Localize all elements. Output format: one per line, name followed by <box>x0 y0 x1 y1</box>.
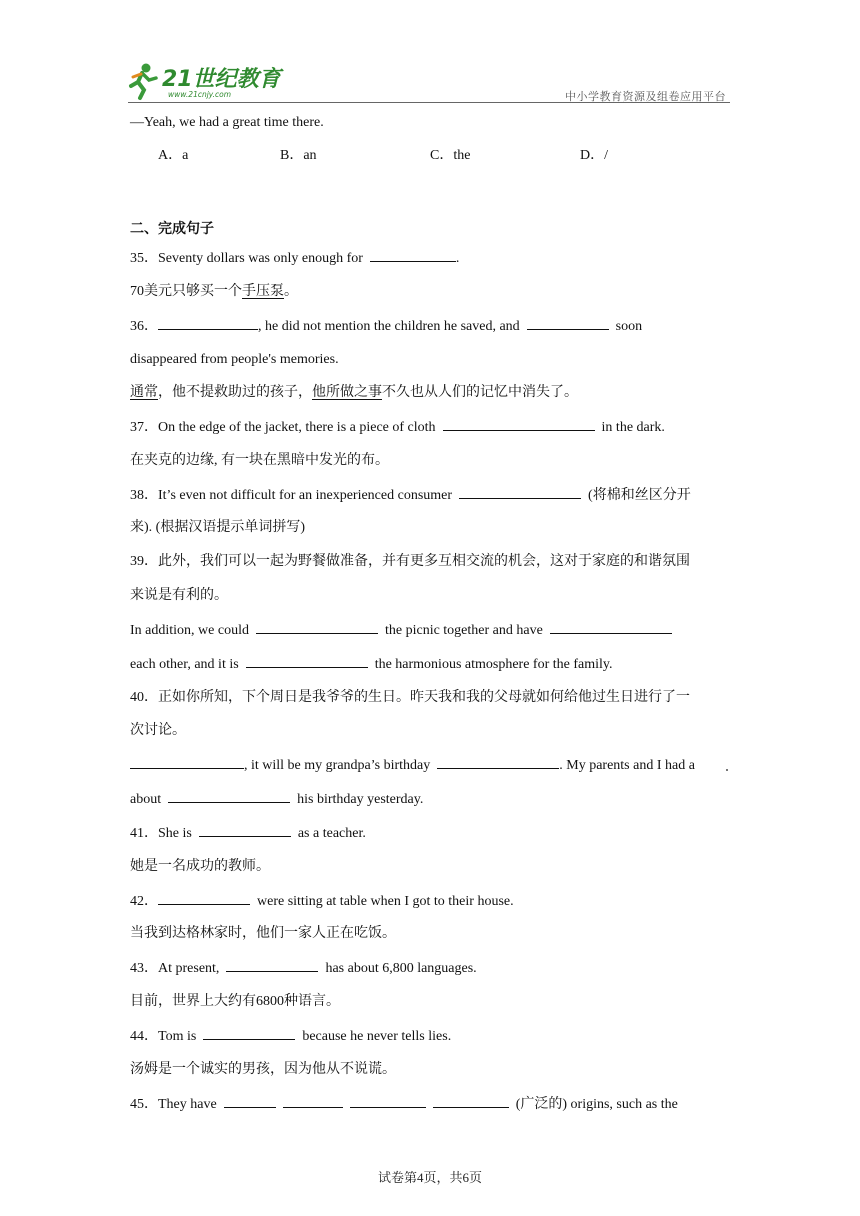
q42-chinese: 当我到达格林家时，他们一家人正在吃饭。 <box>130 926 396 941</box>
q44-blank[interactable] <box>203 1027 295 1040</box>
q45-blank-3[interactable] <box>350 1095 426 1108</box>
q36-chinese: 通常，他不提救助过的孩子，他所做之事不久也从人们的记忆中消失了。 <box>130 385 578 400</box>
q43-number: 43． <box>130 961 158 976</box>
q45-blank-2[interactable] <box>283 1095 343 1108</box>
q39-chinese-line2: 来说是有利的。 <box>130 588 228 603</box>
q36-blank-2[interactable] <box>527 317 609 330</box>
q45-english: 45．They have (广泛的) origins, such as the <box>130 1097 678 1112</box>
option-a: A．a <box>158 148 189 163</box>
page-header <box>128 58 730 104</box>
q43-chinese: 目前，世界上大约有6800种语言。 <box>130 994 340 1009</box>
q37-number: 37． <box>130 420 158 435</box>
svg-text:21世纪教育: 21世纪教育 <box>162 67 281 92</box>
q40-blank-1[interactable] <box>130 756 244 769</box>
q38-blank[interactable] <box>459 486 581 499</box>
option-d: D．/ <box>580 148 608 163</box>
q39-chinese-line1: 39．此外，我们可以一起为野餐做准备，并有更多互相交流的机会，这对于家庭的和谐氛围 <box>130 554 690 569</box>
q40-chinese-line1: 40．正如你所知，下个周日是我爷爷的生日。昨天我和我的父母就如何给他过生日进行了一 <box>130 690 690 705</box>
q38-line2: 来). (根据汉语提示单词拼写) <box>130 520 305 535</box>
platform-name: 中小学教育资源及组卷应用平台 <box>565 90 726 103</box>
q41-blank[interactable] <box>199 824 291 837</box>
svg-text:www.21cnjy.com: www.21cnjy.com <box>168 90 232 99</box>
q43-english: 43．At present, has about 6,800 languages. <box>130 961 477 976</box>
q36-blank-1[interactable] <box>158 317 258 330</box>
q36-english-line2: disappeared from people's memories. <box>130 352 339 367</box>
q35-chinese: 70美元只够买一个手压泵。 <box>130 284 298 299</box>
option-c: C．the <box>430 148 471 163</box>
q45-number: 45． <box>130 1097 158 1112</box>
q42-number: 42． <box>130 894 158 909</box>
q40-number: 40． <box>130 690 158 705</box>
running-man-icon <box>131 64 156 99</box>
prev-answer-line: —Yeah, we had a great time there. <box>130 115 324 130</box>
q40-blank-2[interactable] <box>437 756 559 769</box>
q38-english: 38．It’s even not difficult for an inexperienced consumer (将棉和丝区分开 <box>130 488 691 503</box>
q40-english-line2: about his birthday yesterday. <box>130 792 424 807</box>
q39-blank-2[interactable] <box>550 621 672 634</box>
q41-number: 41． <box>130 826 158 841</box>
q36-number: 36． <box>130 319 158 334</box>
q45-blank-1[interactable] <box>224 1095 276 1108</box>
q39-english-line1: In addition, we could the picnic together and have <box>130 621 672 640</box>
q44-chinese: 汤姆是一个诚实的男孩，因为他从不说谎。 <box>130 1062 396 1077</box>
q35-number: 35． <box>130 251 158 266</box>
q35-blank[interactable] <box>370 249 456 262</box>
q42-blank[interactable] <box>158 892 250 905</box>
q40-blank-3[interactable] <box>168 790 290 803</box>
page-footer: 试卷第4页，共6页 <box>377 1170 482 1185</box>
q35-english: 35．Seventy dollars was only enough for . <box>130 251 460 266</box>
q44-english: 44．Tom is because he never tells lies. <box>130 1029 452 1044</box>
section-title: 二、完成句子 <box>130 221 214 237</box>
q43-blank[interactable] <box>226 959 318 972</box>
q41-chinese: 她是一名成功的教师。 <box>130 859 270 874</box>
q40-english-line1: , it will be my grandpa’s birthday . My parents and I had a <box>130 756 695 775</box>
q39-english-line2: each other, and it is the harmonious atmosphere for the family. <box>130 657 613 672</box>
edge-mark <box>726 769 728 771</box>
q39-number: 39． <box>130 554 158 569</box>
q45-blank-4[interactable] <box>433 1095 509 1108</box>
q39-blank-1[interactable] <box>256 621 378 634</box>
q41-english: 41．She is as a teacher. <box>130 826 366 841</box>
q42-english: 42． were sitting at table when I got to their house. <box>130 894 514 909</box>
header-divider <box>128 102 730 103</box>
q38-number: 38． <box>130 488 158 503</box>
q40-chinese-line2: 次讨论。 <box>130 723 186 738</box>
q37-chinese: 在夹克的边缘, 有一块在黑暗中发光的布。 <box>130 453 389 468</box>
q44-number: 44． <box>130 1029 158 1044</box>
q37-english: 37．On the edge of the jacket, there is a piece of cloth in the dark. <box>130 420 665 435</box>
q37-blank[interactable] <box>443 418 595 431</box>
logo-21cnjy <box>128 60 281 100</box>
q39-blank-3[interactable] <box>246 655 368 668</box>
q36-english: 36． , he did not mention the children he saved, and soon <box>130 319 643 334</box>
option-b: B．an <box>280 148 317 163</box>
